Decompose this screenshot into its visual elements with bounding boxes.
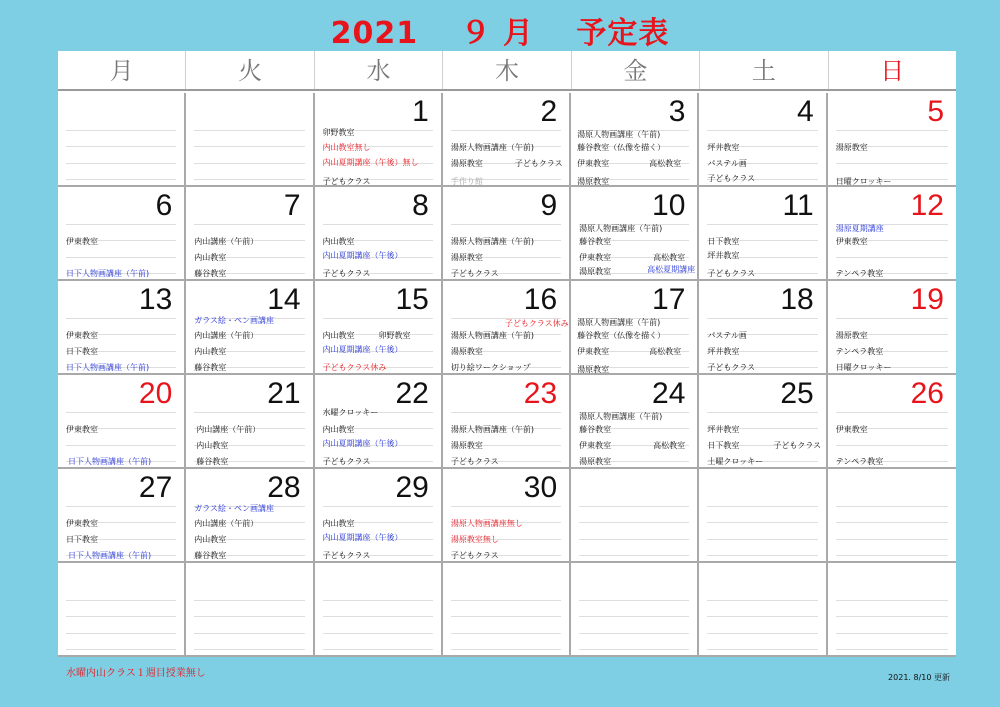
cell-rule-line [66, 163, 176, 164]
event-item: 子どもクラス [514, 159, 563, 168]
cell-rule-line [66, 445, 176, 446]
event-item: 伊東教室 [66, 331, 98, 340]
cell-rule-line [323, 616, 433, 617]
event-item: 藤谷教室 [194, 269, 227, 278]
event-item: 湯原教室 [450, 253, 483, 262]
day-number: 10 [652, 189, 686, 222]
empty-day-cell [828, 563, 956, 657]
day-cell-5 [828, 93, 956, 187]
cell-rule-line [194, 616, 304, 617]
event-item: 湯原教室 [450, 159, 483, 168]
weekday-wed: 水 [315, 51, 443, 89]
event-item: 伊東教室 [66, 519, 98, 528]
event-item: 子どもクラス [450, 457, 499, 466]
day-number: 25 [780, 377, 814, 410]
calendar-sheet [58, 51, 956, 657]
day-cell-17 [571, 281, 699, 375]
cell-rule-line [451, 649, 561, 650]
event-item: 伊東教室 [835, 425, 868, 434]
cell-rule-line [836, 130, 948, 131]
day-cell-20 [58, 375, 186, 469]
event-item: 子どもクラス [322, 177, 371, 186]
cell-rule-line [451, 506, 561, 507]
day-number: 9 [540, 189, 558, 222]
day-number: 17 [652, 283, 686, 316]
cell-rule-line [194, 179, 304, 180]
event-item: 内山教室 [322, 331, 355, 340]
day-cell-21 [186, 375, 314, 469]
day-number: 21 [267, 377, 301, 410]
cell-rule-line [836, 600, 948, 601]
empty-day-cell [699, 563, 827, 657]
event-item: 卯野教室 [378, 331, 411, 340]
weekday-header [58, 51, 956, 91]
cell-rule-line [451, 616, 561, 617]
cell-rule-line [66, 649, 176, 650]
event-item: 高松教室 [649, 347, 682, 356]
event-item: 伊東教室 [579, 253, 612, 262]
event-item: 日曜クロッキー [835, 177, 892, 186]
day-cell-30 [443, 469, 571, 563]
event-item: 藤谷教室 [196, 457, 229, 466]
cell-rule-line [194, 224, 304, 225]
day-number: 28 [267, 471, 301, 504]
day-number: 29 [395, 471, 429, 504]
event-item: 高松教室 [653, 253, 686, 262]
weekday-tue: 火 [186, 51, 314, 89]
day-cell-29 [315, 469, 443, 563]
event-item: 切り絵ワークショップ [450, 363, 531, 372]
cell-rule-line [836, 506, 948, 507]
cell-rule-line [194, 163, 304, 164]
empty-day-cell [443, 563, 571, 657]
event-item: 伊東教室 [66, 237, 98, 246]
cell-rule-line [66, 146, 176, 147]
event-item: 子どもクラス [322, 551, 371, 560]
empty-day-cell [699, 469, 827, 563]
event-item: 子どもクラス [707, 174, 756, 183]
cell-rule-line [836, 616, 948, 617]
day-number: 14 [267, 283, 301, 316]
event-item: 日下教室 [707, 441, 740, 450]
cell-rule-line [66, 224, 176, 225]
event-item: 子どもクラス [450, 269, 499, 278]
cell-rule-line [194, 633, 304, 634]
event-item: 子どもクラス [707, 269, 756, 278]
event-item: 内山教室無し [322, 143, 371, 152]
event-item: 湯原人物画講座無し [450, 519, 523, 528]
day-cell-15 [315, 281, 443, 375]
event-item: 伊東教室 [577, 347, 610, 356]
event-item: 湯原教室無し [450, 535, 499, 544]
event-item: 内山教室 [194, 253, 227, 262]
page-title: 2021 ９ 月 予定表 [330, 16, 670, 51]
event-item: 湯原教室 [579, 457, 612, 466]
cell-rule-line [451, 412, 561, 413]
cell-rule-line [836, 412, 948, 413]
day-cell-4 [699, 93, 827, 187]
cell-rule-line [836, 257, 948, 258]
cell-rule-line [194, 412, 304, 413]
weekday-sat: 土 [700, 51, 828, 89]
day-cell-10 [571, 187, 699, 281]
day-cell-24 [571, 375, 699, 469]
empty-day-cell [315, 563, 443, 657]
event-item: 湯原人物画講座（午前) [577, 130, 661, 139]
cell-rule-line [66, 633, 176, 634]
event-item: 卯野教室 [322, 128, 355, 137]
event-item: 高松夏期講座 [647, 265, 696, 274]
event-item: 内山教室 [194, 347, 227, 356]
event-item: テンペラ教室 [835, 347, 884, 356]
event-item: 内山教室 [196, 441, 229, 450]
day-cell-8 [315, 187, 443, 281]
day-cell-27 [58, 469, 186, 563]
cell-rule-line [194, 146, 304, 147]
event-item: 湯原人物画講座（午前) [579, 412, 663, 421]
cell-rule-line [323, 224, 433, 225]
empty-day-cell [58, 563, 186, 657]
event-item: ガラス絵・ペン画講座 [194, 316, 275, 325]
day-number: 7 [283, 189, 301, 222]
event-item: 高松教室 [649, 159, 682, 168]
cell-rule-line [66, 600, 176, 601]
cell-rule-line [66, 179, 176, 180]
cell-rule-line [707, 224, 817, 225]
day-cell-13 [58, 281, 186, 375]
event-item: テンペラ教室 [835, 457, 884, 466]
cell-rule-line [194, 600, 304, 601]
day-number: 4 [797, 95, 814, 128]
cell-rule-line [707, 318, 817, 319]
event-item: 内山教室 [322, 237, 355, 246]
cell-rule-line [579, 539, 689, 540]
event-item: 伊東教室 [577, 159, 610, 168]
cell-rule-line [707, 522, 817, 523]
day-number: 13 [138, 283, 173, 316]
cell-rule-line [836, 163, 948, 164]
cell-rule-line [323, 649, 433, 650]
event-item: 内山夏期講座（午後） [322, 439, 403, 448]
event-item: テンペラ教室 [835, 269, 884, 278]
weekday-fri: 金 [572, 51, 700, 89]
event-item: 藤谷教室 [579, 237, 612, 246]
event-item: 日下人物画講座（午前) [66, 363, 150, 372]
day-number: 20 [138, 377, 173, 410]
cell-rule-line [836, 445, 948, 446]
event-item: 子どもクラス [322, 457, 371, 466]
event-item: 坪井教室 [707, 251, 740, 260]
event-item: 湯原教室 [835, 143, 868, 152]
cell-rule-line [579, 649, 689, 650]
day-number: 6 [155, 189, 173, 222]
cell-rule-line [707, 555, 817, 556]
cell-rule-line [66, 616, 176, 617]
footer-note: 水曜内山クラス１週目授業無し [66, 668, 206, 679]
day-number: 15 [395, 283, 429, 316]
cell-rule-line [707, 616, 817, 617]
cell-rule-line [707, 412, 817, 413]
day-cell-25 [699, 375, 827, 469]
cell-rule-line [707, 539, 817, 540]
event-item: 湯原教室 [450, 441, 483, 450]
cell-rule-line [836, 539, 948, 540]
cell-rule-line [579, 555, 689, 556]
event-item: 藤谷教室 [194, 363, 227, 372]
event-item: 内山教室 [194, 535, 227, 544]
event-item: 内山教室 [322, 519, 355, 528]
cell-rule-line [579, 600, 689, 601]
day-number: 16 [523, 283, 558, 316]
event-item: 水曜クロッキー [322, 408, 379, 417]
weekday-thu: 木 [443, 51, 571, 89]
event-item: 坪井教室 [707, 143, 740, 152]
event-item: 湯原教室 [835, 331, 868, 340]
day-cell-12 [828, 187, 956, 281]
event-item: 内山夏期講座（午後） [322, 345, 403, 354]
event-item: 藤谷教室 [579, 425, 612, 434]
empty-day-cell [186, 93, 314, 187]
empty-day-cell [58, 93, 186, 187]
cell-rule-line [579, 616, 689, 617]
event-item: パステル画 [707, 159, 747, 168]
event-item: 内山講座（午前） [196, 425, 261, 434]
cell-rule-line [579, 506, 689, 507]
event-item: 内山講座（午前） [194, 237, 259, 246]
weekday-sun: 日 [880, 57, 905, 85]
event-item: 伊東教室 [66, 425, 98, 434]
cell-rule-line [66, 506, 176, 507]
calendar-grid [58, 93, 956, 657]
cell-rule-line [707, 633, 817, 634]
day-number: 19 [910, 283, 944, 316]
day-cell-6 [58, 187, 186, 281]
day-number: 27 [138, 471, 173, 504]
event-item: 湯原人物画講座（午前) [450, 143, 534, 152]
day-cell-26 [828, 375, 956, 469]
cell-rule-line [323, 633, 433, 634]
event-item: 坪井教室 [707, 347, 740, 356]
event-item: 子どもクラス [773, 441, 822, 450]
event-item: 子どもクラス [322, 269, 371, 278]
day-cell-7 [186, 187, 314, 281]
event-item: 高松教室 [653, 441, 686, 450]
event-item: 湯原夏期講座 [835, 224, 884, 233]
day-cell-2 [443, 93, 571, 187]
cell-rule-line [707, 649, 817, 650]
cell-rule-line [707, 506, 817, 507]
cell-rule-line [836, 649, 948, 650]
event-item: 子どもクラス休み [504, 319, 569, 328]
event-item: 子どもクラス休み [322, 363, 387, 372]
cell-rule-line [451, 633, 561, 634]
cell-rule-line [323, 506, 433, 507]
empty-day-cell [571, 469, 699, 563]
day-cell-9 [443, 187, 571, 281]
empty-day-cell [571, 563, 699, 657]
cell-rule-line [66, 130, 176, 131]
cell-rule-line [66, 412, 176, 413]
cell-rule-line [451, 224, 561, 225]
cell-rule-line [579, 633, 689, 634]
event-item: 坪井教室 [707, 425, 740, 434]
day-cell-3 [571, 93, 699, 187]
event-item: 内山講座（午前） [194, 519, 259, 528]
event-item: 日曜クロッキー [835, 363, 892, 372]
day-number: 30 [523, 471, 558, 504]
event-item: 内山講座（午前） [194, 331, 259, 340]
event-item: 内山夏期講座（午後） [322, 533, 403, 542]
event-item: 湯原人物画講座（午前) [450, 237, 534, 246]
event-item: 子どもクラス [707, 363, 756, 372]
event-item: 伊東教室 [579, 441, 612, 450]
event-item: 日下教室 [66, 347, 98, 356]
day-cell-23 [443, 375, 571, 469]
updated-date: 2021. 8/10 更新 [888, 673, 950, 682]
event-item: 湯原人物画講座（午前) [450, 331, 534, 340]
cell-rule-line [194, 649, 304, 650]
day-cell-19 [828, 281, 956, 375]
event-item: 藤谷教室 [194, 551, 227, 560]
event-item: パステル画 [707, 331, 747, 340]
event-item: 藤谷教室（仏像を描く） [577, 331, 666, 340]
event-item: 日下教室 [707, 237, 740, 246]
cell-rule-line [323, 600, 433, 601]
event-item: 子どもクラス [450, 551, 499, 560]
event-item: 手作り館 [450, 177, 483, 186]
cell-rule-line [451, 130, 561, 131]
day-number: 26 [910, 377, 944, 410]
day-cell-1 [315, 93, 443, 187]
day-cell-14 [186, 281, 314, 375]
event-item: 内山夏期講座（午後）無し [322, 158, 419, 167]
event-item: 湯原教室 [450, 347, 483, 356]
day-cell-22 [315, 375, 443, 469]
day-number: 5 [927, 95, 944, 128]
cell-rule-line [66, 318, 176, 319]
event-item: 湯原教室 [577, 365, 610, 374]
day-number: 22 [395, 377, 429, 410]
cell-rule-line [579, 522, 689, 523]
day-number: 2 [540, 95, 558, 128]
day-number: 23 [523, 377, 558, 410]
empty-day-cell [828, 469, 956, 563]
event-item: 日下人物画講座（午前) [66, 269, 150, 278]
cell-rule-line [194, 130, 304, 131]
cell-rule-line [836, 522, 948, 523]
day-cell-11 [699, 187, 827, 281]
event-item: 伊東教室 [835, 237, 868, 246]
day-number: 1 [412, 95, 429, 128]
day-number: 3 [668, 95, 686, 128]
event-item: ガラス絵・ペン画講座 [194, 504, 275, 513]
event-item: 湯原人物画講座（午前) [450, 425, 534, 434]
event-item: 湯原人物画講座（午前) [577, 318, 661, 327]
cell-rule-line [707, 130, 817, 131]
empty-day-cell [186, 563, 314, 657]
cell-rule-line [836, 555, 948, 556]
day-number: 8 [412, 189, 429, 222]
day-number: 11 [782, 189, 814, 222]
event-item: 内山夏期講座（午後） [322, 251, 403, 260]
cell-rule-line [836, 318, 948, 319]
cell-rule-line [836, 633, 948, 634]
weekday-mon: 月 [58, 51, 186, 89]
cell-rule-line [66, 257, 176, 258]
day-cell-28 [186, 469, 314, 563]
day-number: 24 [652, 377, 686, 410]
event-item: 湯原教室 [577, 177, 610, 186]
event-item: 日下人物画講座（午前) [68, 551, 152, 560]
day-number: 18 [780, 283, 814, 316]
cell-rule-line [707, 600, 817, 601]
event-item: 日下人物画講座（午前) [68, 457, 152, 466]
day-cell-16 [443, 281, 571, 375]
event-item: 日下教室 [66, 535, 98, 544]
cell-rule-line [323, 318, 433, 319]
cell-rule-line [451, 600, 561, 601]
event-item: 湯原人物画講座（午前) [579, 224, 663, 233]
event-item: 内山教室 [322, 425, 355, 434]
day-number: 12 [910, 189, 944, 222]
day-cell-18 [699, 281, 827, 375]
event-item: 湯原教室 [579, 267, 612, 276]
event-item: 藤谷教室（仏像を描く） [577, 143, 666, 152]
event-item: 土曜クロッキー [707, 457, 764, 466]
